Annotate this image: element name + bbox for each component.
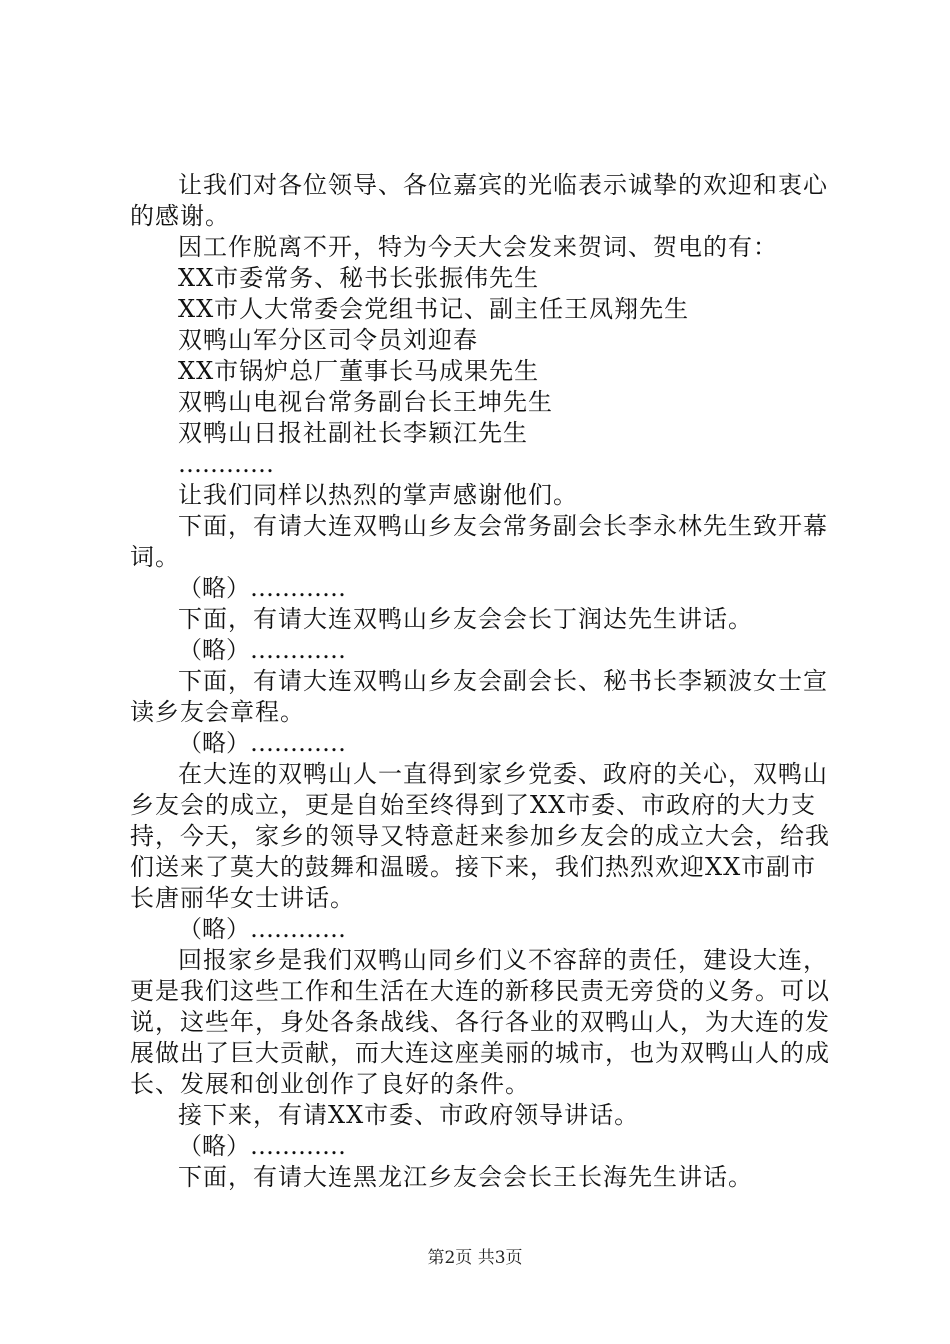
paragraph: 回报家乡是我们双鸭山同乡们义不容辞的责任，建设大连，更是我们这些工作和生活在大连的新移民责无旁贷的义务。可以说，这些年，身处各条战线、各行各业的双鸭山人，为大连的发展做出了巨大贡献，而大连这座美丽的城市，也为双鸭山人的成长、发展和创业创作了良好的条件。 xyxy=(130,946,830,1098)
omitted-note: （略）………… xyxy=(178,574,346,602)
paragraph: 下面，有请大连双鸭山乡友会常务副会长李永林先生致开幕词。 xyxy=(130,512,828,571)
document-body xyxy=(130,170,830,1193)
paragraph: 下面，有请大连双鸭山乡友会副会长、秘书长李颖波女士宣读乡友会章程。 xyxy=(130,667,828,726)
paragraph: 让我们对各位领导、各位嘉宾的光临表示诚挚的欢迎和衷心的感谢。 xyxy=(130,171,828,230)
list-item: 双鸭山军分区司令员刘迎春 xyxy=(178,326,478,354)
omitted-note: （略）………… xyxy=(178,1132,346,1160)
omitted-note: （略）………… xyxy=(178,915,346,943)
paragraph: 在大连的双鸭山人一直得到家乡党委、政府的关心，双鸭山乡友会的成立，更是自始至终得到了XX市委、市政府的大力支持，今天，家乡的领导又特意赶来参加乡友会的成立大会，给我们送来了莫大的鼓舞和温暖。接下来，我们热烈欢迎XX市副市长唐丽华女士讲话。 xyxy=(130,760,830,912)
list-item: XX市委常务、秘书长张振伟先生 xyxy=(178,264,540,292)
paragraph: 下面，有请大连黑龙江乡友会会长王长海先生讲话。 xyxy=(178,1163,753,1191)
list-item: 双鸭山日报社副社长李颖江先生 xyxy=(178,419,528,447)
omitted-note: （略）………… xyxy=(178,729,346,757)
list-item: 双鸭山电视台常务副台长王坤先生 xyxy=(178,388,553,416)
page-number-footer: 第2页 共3页 xyxy=(427,1248,523,1268)
ellipsis-line: ………… xyxy=(178,450,274,478)
omitted-note: （略）………… xyxy=(178,636,346,664)
list-item: XX市锅炉总厂董事长马成果先生 xyxy=(178,357,540,385)
paragraph: 接下来，有请XX市委、市政府领导讲话。 xyxy=(178,1101,640,1129)
paragraph: 下面，有请大连双鸭山乡友会会长丁润达先生讲话。 xyxy=(178,605,753,633)
list-item: XX市人大常委会党组书记、副主任王凤翔先生 xyxy=(178,295,690,323)
paragraph: 因工作脱离不开，特为今天大会发来贺词、贺电的有： xyxy=(178,233,778,261)
paragraph: 让我们同样以热烈的掌声感谢他们。 xyxy=(178,481,578,509)
